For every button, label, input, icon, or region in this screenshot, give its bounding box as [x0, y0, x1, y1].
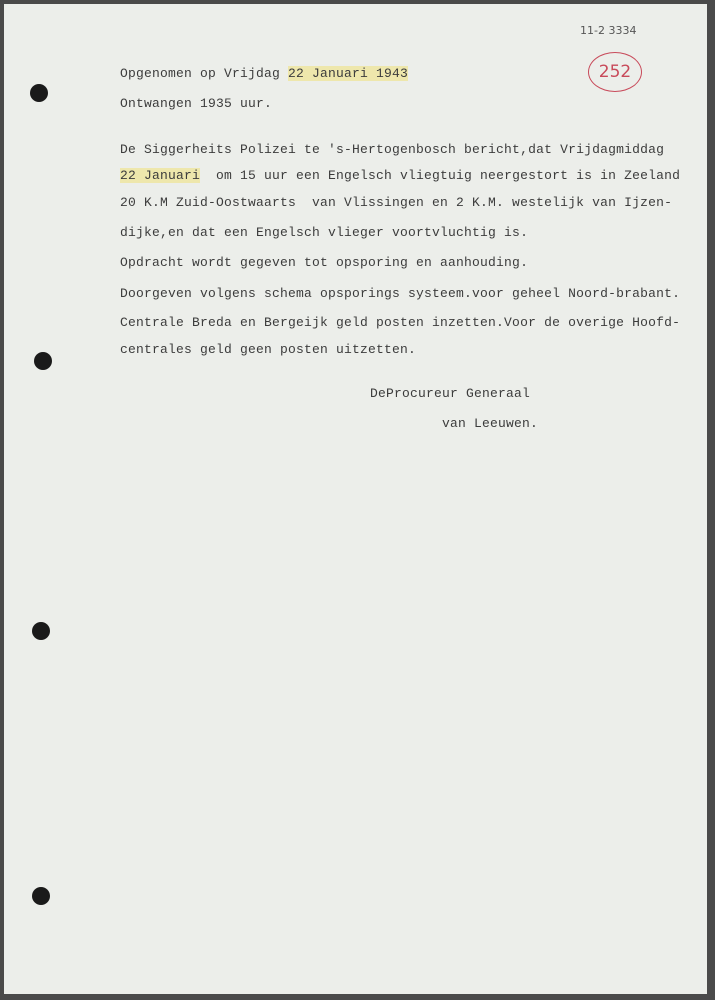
body-line-4: dijke,en dat een Engelsch vlieger voortvluchtig is.	[120, 225, 529, 240]
body-line-3: 20 K.M Zuid-Oostwaarts van Vlissingen en 2 K.M. westelijk van Ijzen-	[120, 195, 673, 210]
body-line-2	[120, 168, 680, 183]
body-date: 22 Januari	[120, 168, 201, 183]
received-time: Ontwangen 1935 uur.	[120, 96, 273, 111]
received-prefix: Opgenomen op Vrijdag	[120, 66, 289, 81]
received-line	[120, 66, 408, 81]
signature-name: van Leeuwen.	[442, 416, 539, 431]
body-line-6: Doorgeven volgens schema opsporings systeem.voor geheel Noord-brabant.	[120, 286, 681, 301]
punch-hole	[34, 352, 52, 370]
body-line-5: Opdracht wordt gegeven tot opsporing en aanhouding.	[120, 255, 529, 270]
folio-number: 252	[598, 62, 632, 82]
signature-title: DeProcureur Generaal	[370, 386, 531, 401]
received-date: 22 Januari 1943	[288, 66, 409, 81]
body-line-7: Centrale Breda en Bergeijk geld posten inzetten.Voor de overige Hoofd-	[120, 315, 681, 330]
archive-reference: 11-2 3334	[580, 24, 637, 37]
body-line-1: De Siggerheits Polizei te 's-Hertogenbosch bericht,dat Vrijdagmiddag	[120, 142, 665, 157]
punch-hole	[30, 84, 48, 102]
punch-hole	[32, 887, 50, 905]
document-page	[4, 4, 707, 994]
folio-stamp	[588, 52, 642, 92]
body-line-8: centrales geld geen posten uitzetten.	[120, 342, 417, 357]
punch-hole	[32, 622, 50, 640]
body-line-2-rest: om 15 uur een Engelsch vliegtuig neergestort is in Zeeland	[200, 168, 681, 183]
